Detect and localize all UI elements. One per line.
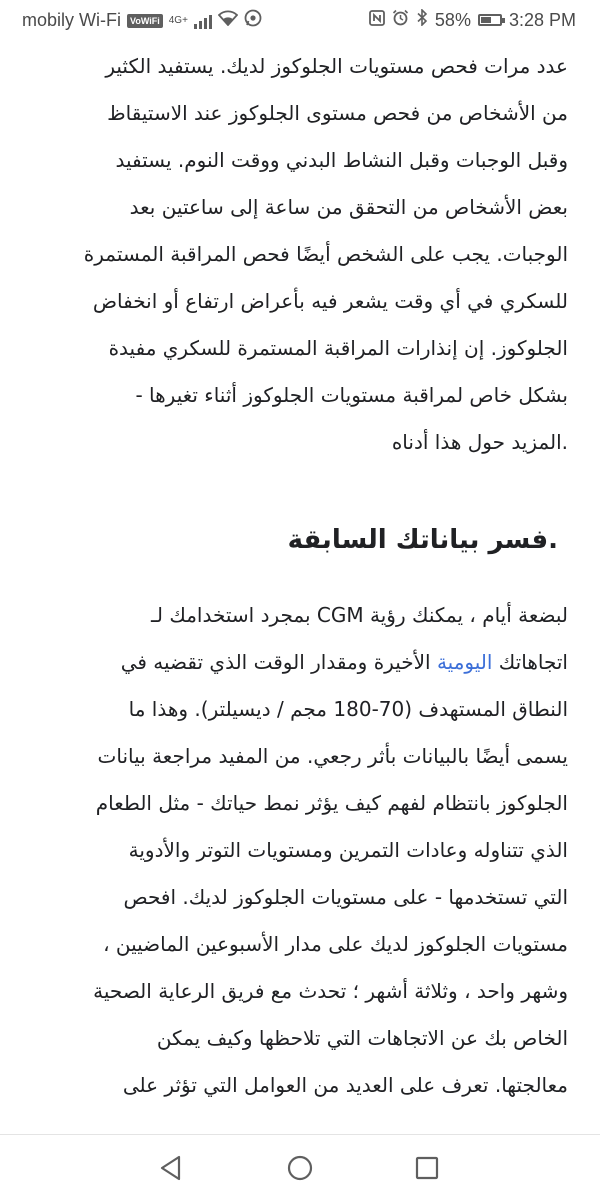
paragraph-line: وشهر واحد ، وثلاثة أشهر ؛ تحدث مع فريق الرعاية الصحية — [93, 979, 568, 1003]
paragraph-line: الخاص بك عن الاتجاهات التي تلاحظها وكيف يمكن — [156, 1026, 568, 1050]
network-type: 4G+ — [168, 14, 188, 26]
paragraph-line: وقبل الوجبات وقبل النشاط البدني ووقت النوم. يستفيد — [115, 148, 568, 172]
cell-signal-icon — [194, 13, 212, 29]
article-content — [0, 40, 600, 1134]
clock-time: 3:28 PM — [508, 9, 576, 30]
paragraph-line: الجلوكوز. إن إنذارات المراقبة المستمرة للسكري مفيدة — [108, 336, 568, 360]
alarm-icon — [392, 9, 409, 31]
line-text-end: الأخيرة ومقدار الوقت الذي تقضيه في — [120, 650, 431, 674]
paragraph-line: بشكل خاص لمراقبة مستويات الجلوكوز أثناء تغيرها - — [135, 383, 568, 407]
battery-percent: 58% — [434, 9, 471, 30]
back-icon[interactable] — [158, 1153, 188, 1183]
navigation-bar — [0, 1134, 600, 1201]
paragraph-line: الجلوكوز بانتظام لفهم كيف يؤثر نمط حياتك - مثل الطعام — [95, 791, 568, 815]
carrier-label: mobily Wi-Fi — [22, 10, 121, 30]
paragraph-line: النطاق المستهدف (70-180 مجم / ديسيلتر). وهذا ما — [128, 697, 568, 721]
section-heading: .فسر بياناتك السابقة — [287, 525, 558, 555]
status-bar — [0, 0, 600, 40]
line-text-start: اتجاهاتك — [498, 650, 568, 674]
paragraph-line — [30, 639, 568, 686]
paragraph-line: الوجبات. يجب على الشخص أيضًا فحص المراقبة المستمرة — [83, 242, 568, 266]
paragraph-line: لبضعة أيام ، يمكنك رؤية CGM بمجرد استخدامك لـ — [151, 603, 568, 627]
battery-icon — [478, 14, 502, 26]
paragraph-line: عدد مرات فحص مستويات الجلوكوز لديك. يستفيد الكثير — [105, 54, 568, 78]
recents-icon[interactable] — [412, 1153, 442, 1183]
paragraph-line: مستويات الجلوكوز لديك على مدار الأسبوعين الماضيين ، — [103, 932, 568, 956]
paragraph-line: التي تستخدمها - على مستويات الجلوكوز لديك. افحص — [123, 885, 568, 909]
whatsapp-icon — [244, 9, 262, 32]
paragraph-line: الذي تتناوله وعادات التمرين ومستويات التوتر والأدوية — [128, 838, 568, 862]
paragraph-line: من الأشخاص من فحص مستوى الجلوكوز عند الاستيقاظ — [107, 101, 568, 125]
wifi-icon — [218, 10, 238, 31]
paragraph-line: معالجتها. تعرف على العديد من العوامل التي تؤثر على — [122, 1073, 568, 1097]
article-paragraph-2 — [30, 592, 568, 1109]
daily-link[interactable]: اليومية — [436, 650, 493, 674]
paragraph-line: للسكري في أي وقت يشعر فيه بأعراض ارتفاع أو انخفاض — [92, 289, 568, 313]
status-left — [22, 9, 262, 32]
status-right — [369, 9, 576, 31]
paragraph-line: .المزيد حول هذا أدناه — [391, 430, 568, 454]
vowifi-badge: VoWiFi — [127, 14, 163, 28]
paragraph-line: يسمى أيضًا بالبيانات بأثر رجعي. من المفيد مراجعة بيانات — [97, 744, 568, 768]
nfc-icon — [369, 10, 385, 31]
article-paragraph-1 — [30, 43, 568, 466]
paragraph-line: بعض الأشخاص من التحقق من ساعة إلى ساعتين بعد — [129, 195, 568, 219]
bluetooth-icon — [416, 9, 428, 31]
home-icon[interactable] — [285, 1153, 315, 1183]
